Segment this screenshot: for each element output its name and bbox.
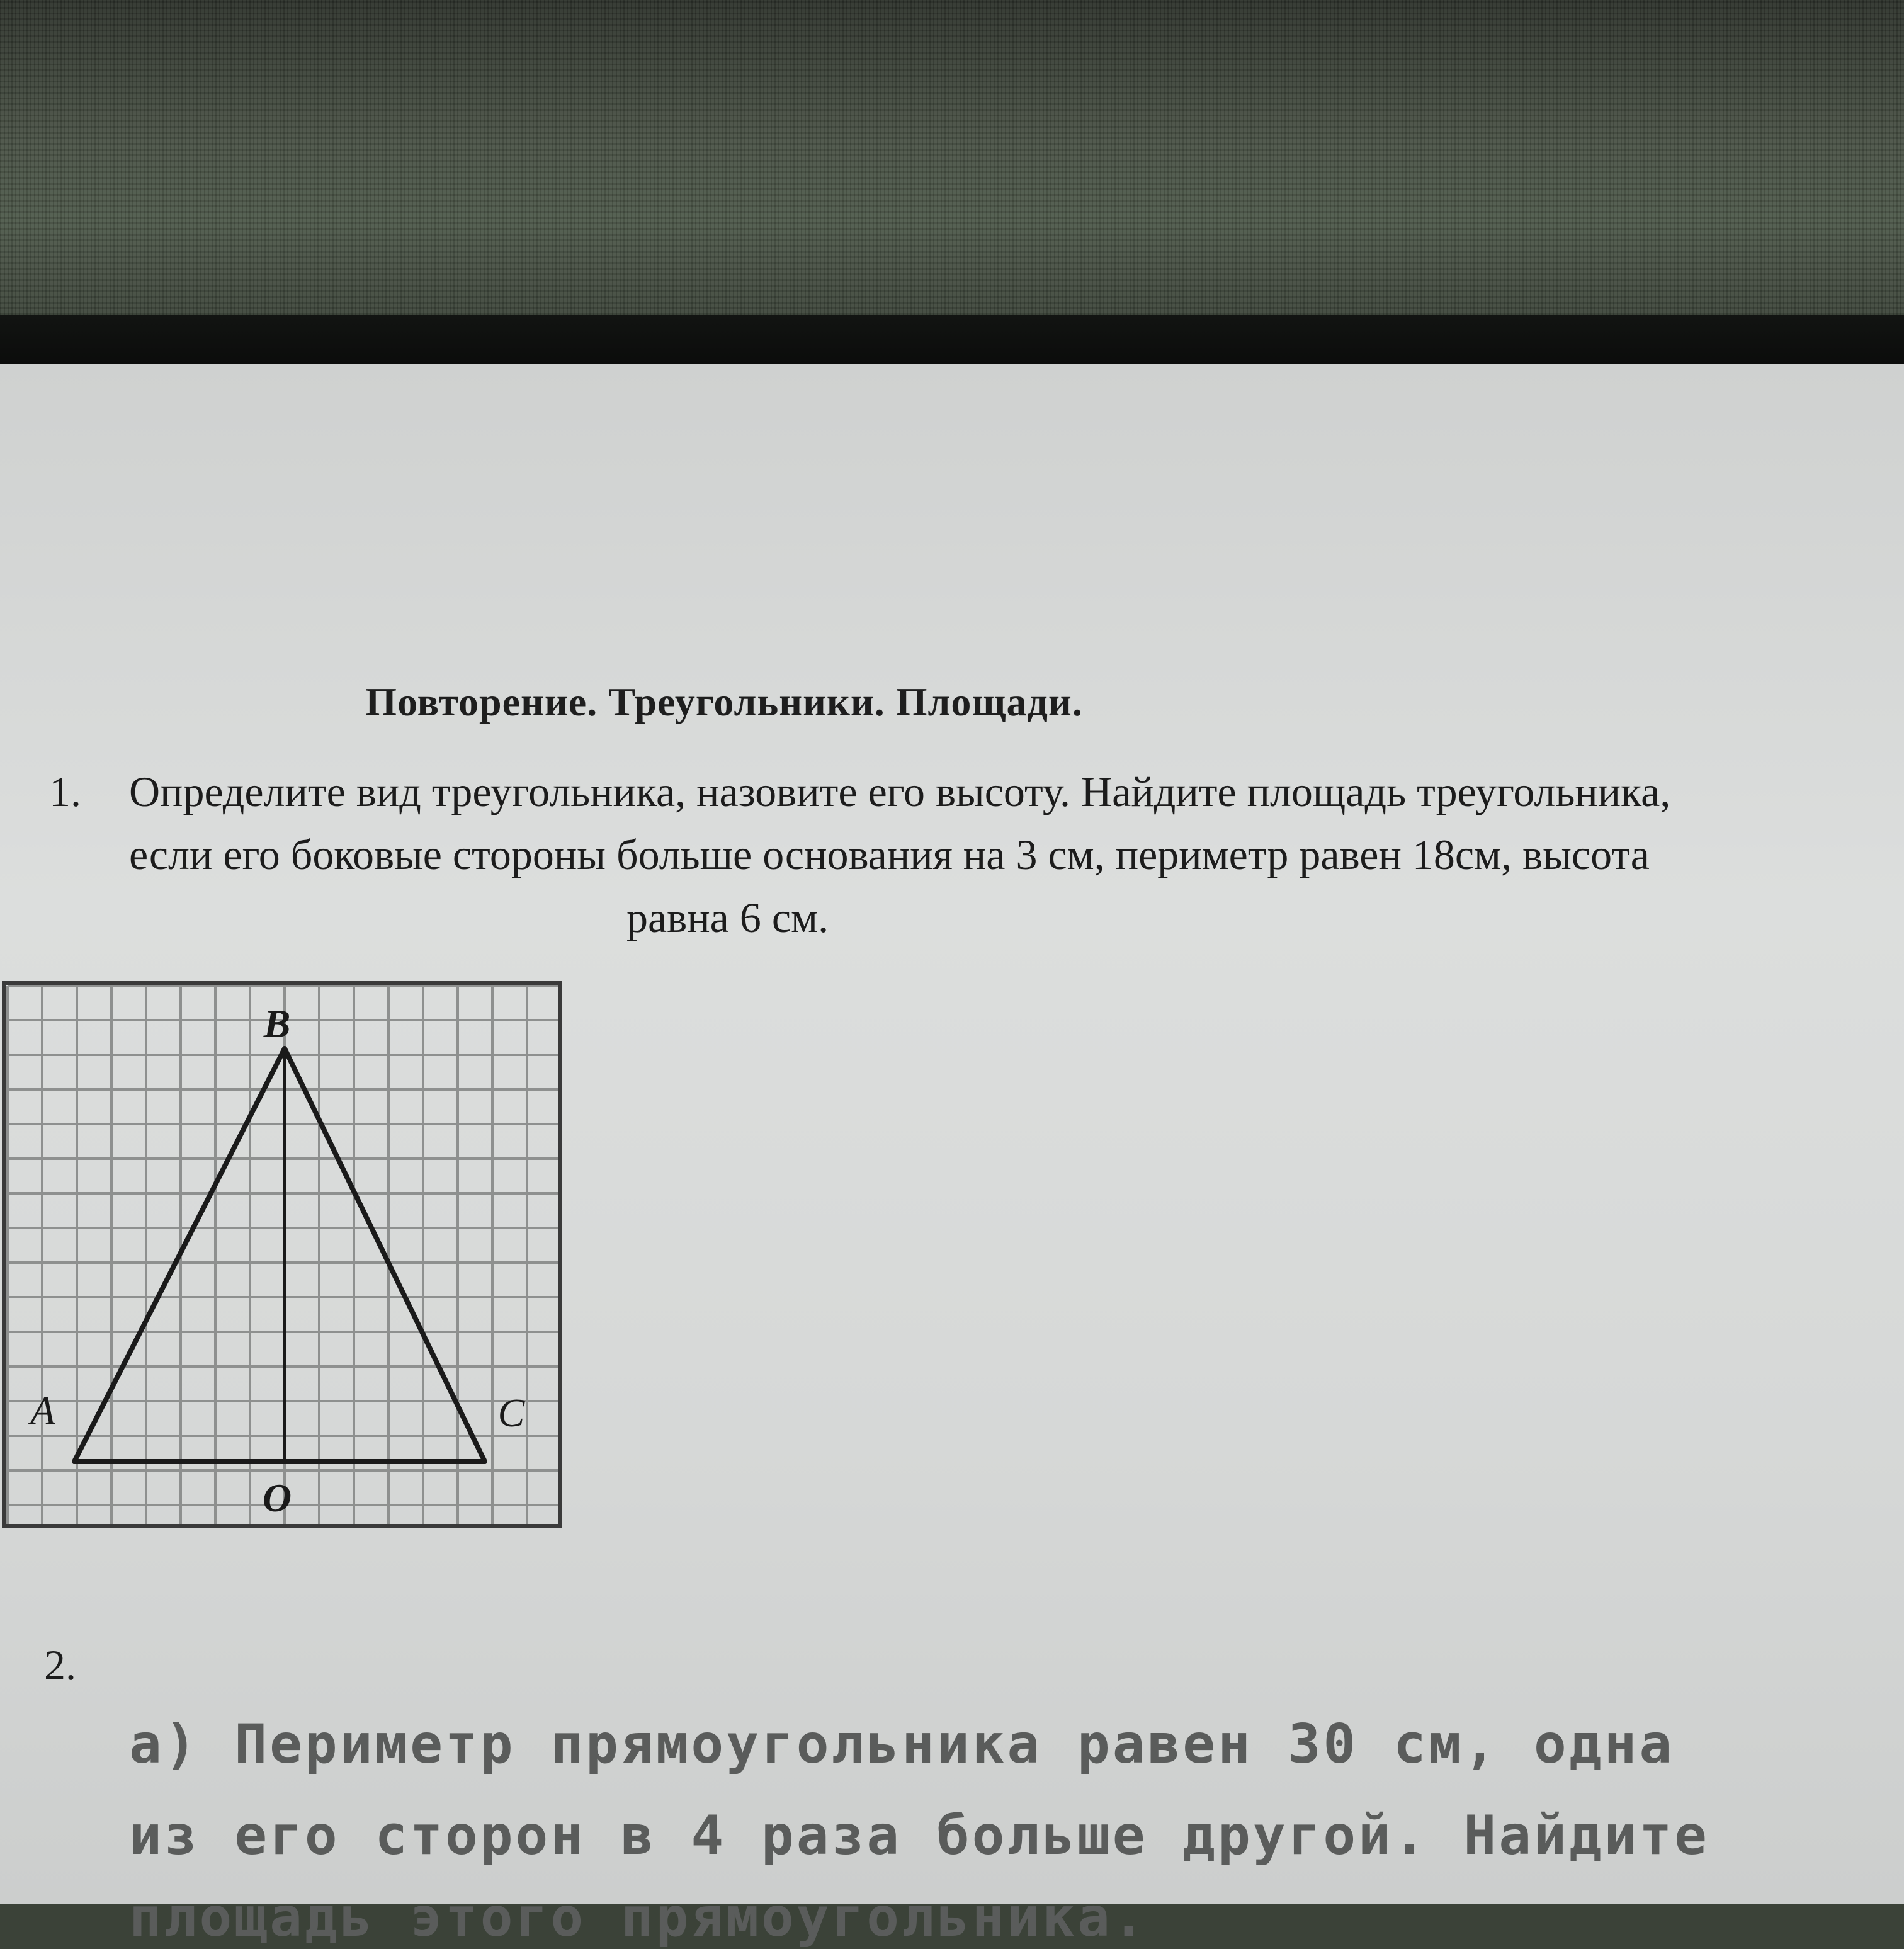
task-2a-line-1: а) Периметр прямоугольника равен 30 см, одна xyxy=(129,1713,1675,1776)
task-2a-line-2: из его сторон в 4 раза больше другой. Найдите xyxy=(129,1804,1709,1867)
vertex-label-b: B xyxy=(263,1001,291,1046)
vertex-label-c: C xyxy=(497,1390,525,1435)
task-1-number: 1. xyxy=(49,768,81,815)
triangle-figure xyxy=(0,979,567,1533)
fabric-background xyxy=(0,0,1904,315)
task-1-line-3: равна 6 см. xyxy=(626,894,829,941)
task-2a-line-3: площадь этого прямоугольника. xyxy=(129,1886,1148,1949)
worksheet-title: Повторение. Треугольники. Площади. xyxy=(365,679,1083,724)
vertex-label-a: A xyxy=(30,1388,55,1433)
task-1-line-1: Определите вид треугольника, назовите его высоту. Найдите площадь треугольника, xyxy=(129,768,1671,815)
task-1-line-2: если его боковые стороны больше основания на 3 см, периметр равен 18см, высота xyxy=(129,831,1650,878)
paper-shadow xyxy=(0,315,1904,365)
point-label-o: O xyxy=(262,1475,292,1520)
task-2-number: 2. xyxy=(44,1641,76,1689)
